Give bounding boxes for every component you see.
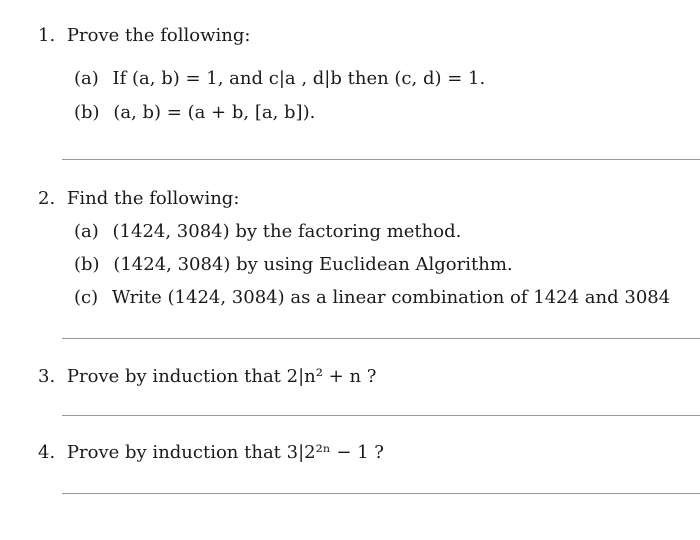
problem-3-number: 3. (38, 366, 56, 387)
divider-4 (62, 493, 700, 494)
problem-4-number: 4. (38, 442, 56, 463)
divider-1 (62, 159, 700, 160)
problem-1-number: 1. (38, 25, 56, 46)
part-label: (a) (74, 221, 99, 242)
problem-2-title: Find the following: (66, 188, 240, 209)
problem-1-title: Prove the following: (66, 25, 251, 46)
divider-2 (62, 338, 700, 339)
part-label: (a) (74, 68, 99, 89)
part-label: (c) (74, 287, 99, 308)
problem-3 (38, 365, 376, 389)
problem-2-number: 2. (38, 188, 56, 209)
problem-4-title: Prove by induction that 3|2²ⁿ − 1 ? (66, 442, 384, 463)
part-text: (a, b) = (a + b, [a, b]). (113, 102, 316, 123)
part-text: (1424, 3084) by using Euclidean Algorithm. (113, 254, 513, 275)
part-label: (b) (74, 102, 100, 123)
problem-3-title: Prove by induction that 2|n² + n ? (66, 366, 377, 387)
problem-1-part-a (74, 67, 485, 91)
problem-2-part-c (74, 286, 670, 310)
part-text: Write (1424, 3084) as a linear combination of 1424 and 3084 (111, 287, 671, 308)
part-text: If (a, b) = 1, and c|a , d|b then (c, d) = 1. (112, 68, 486, 89)
problem-2 (38, 187, 239, 211)
problem-2-part-a (74, 220, 461, 244)
problem-2-part-b (74, 253, 513, 277)
part-text: (1424, 3084) by the factoring method. (112, 221, 462, 242)
problem-1 (38, 24, 250, 48)
problem-1-part-b (74, 101, 315, 125)
problem-4 (38, 441, 384, 465)
divider-3 (62, 415, 700, 416)
part-label: (b) (74, 254, 100, 275)
